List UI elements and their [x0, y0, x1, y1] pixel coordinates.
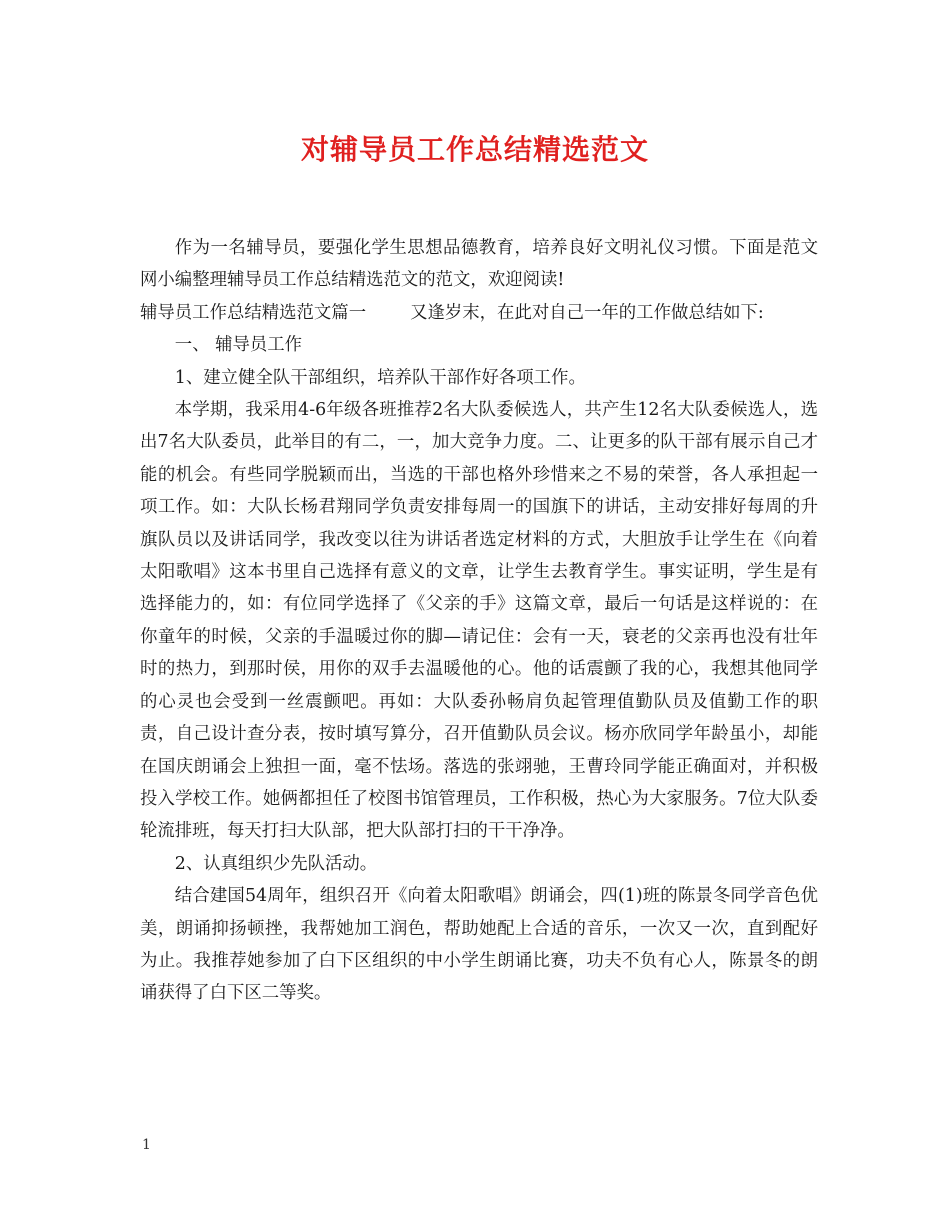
document-body — [140, 232, 818, 1010]
section-heading: 辅导员工作总结精选范文篇一 — [140, 302, 367, 323]
intro-paragraph: 作为一名辅导员，要强化学生思想品德教育，培养良好文明礼仪习惯。下面是范文网小编整理辅导员工作总结精选范文的范文，欢迎阅读! — [140, 238, 818, 291]
document-title: 对辅导员工作总结精选范文 — [300, 133, 649, 166]
item-1-paragraph: 本学期，我采用4-6年级各班推荐2名大队委候选人，共产生12名大队委候选人，选出7名大队委员，此举目的有二，一，加大竞争力度。二、让更多的队干部有展示自己才能的机会。有些同学脱颖而出，当选的干部也格外珍惜来之不易的荣誉，各人承担起一项工作。如：大队长杨君翔同学负责安排每周一的国旗下的讲话，主动安排好每周的升旗队员以及讲话同学，我改变以往为讲话者选定材料的方式，大胆放手让学生在《向着太阳歌唱》这本书里自己选择有意义的文章，让学生去教育学生。事实证明，学生是有选择能力的，如：有位同学选择了《父亲的手》这篇文章，最后一句话是这样说的：在你童年的时候，父亲的手温暖过你的脚—请记住：会有一天，衰老的父亲再也没有壮年时的热力，到那时侯，用你的双手去温暖他的心。他的话震颤了我的心，我想其他同学的心灵也会受到一丝震颤吧。再如：大队委孙畅肩负起管理值勤队员及值勤工作的职责，自己设计查分表，按时填写算分，召开值勤队员会议。杨亦欣同学年龄虽小，却能在国庆朗诵会上独担一面，毫不怯场。落选的张翊驰，王曹玲同学能正确面对，并积极投入学校工作。她俩都担任了校图书馆管理员，工作积极，热心为大家服务。7位大队委轮流排班，每天打扫大队部，把大队部打扫的干干净净。 — [140, 400, 818, 842]
section-heading-line — [140, 297, 818, 329]
section-opening: 又逢岁末，在此对自己一年的工作做总结如下: — [410, 302, 764, 323]
page-number: 1 — [142, 1137, 151, 1153]
subheading-counselor-work: 一、 辅导员工作 — [174, 335, 303, 356]
item-1-heading: 1、建立健全队干部组织，培养队干部作好各项工作。 — [174, 367, 586, 388]
item-2-paragraph: 结合建国54周年，组织召开《向着太阳歌唱》朗诵会，四(1)班的陈景冬同学音色优美，朗诵抑扬顿挫，我帮她加工润色，帮助她配上合适的音乐，一次又一次，直到配好为止。我推荐她参加了白下区组织的中小学生朗诵比赛，功夫不负有心人，陈景冬的朗诵获得了白下区二等奖。 — [140, 886, 818, 1004]
item-2-heading: 2、认真组织少先队活动。 — [174, 853, 378, 874]
